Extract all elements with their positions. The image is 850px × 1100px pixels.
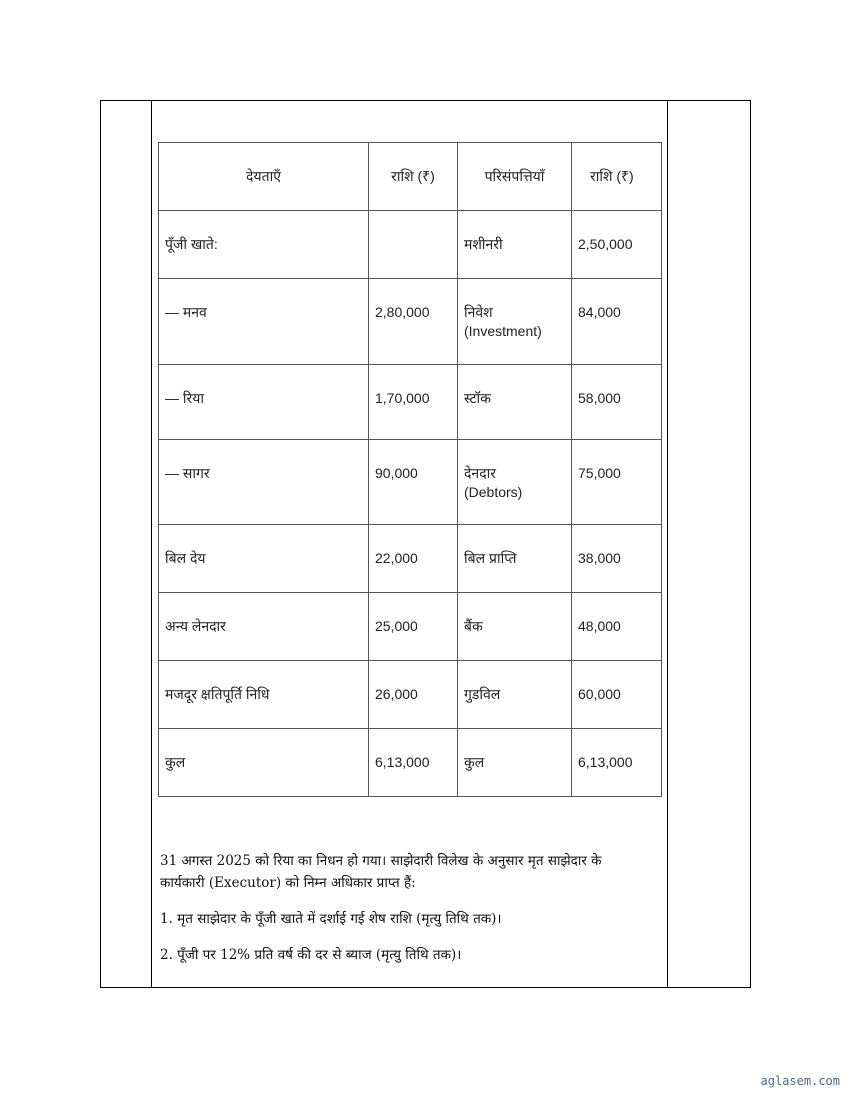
table-row [159, 593, 662, 661]
right-column-divider [667, 100, 668, 988]
asset-cell: गुडविल [458, 661, 572, 729]
asset-amount-cell: 75,000 [572, 440, 662, 525]
table-row [159, 211, 662, 279]
header-assets: परिसंपत्तियाँ [458, 143, 572, 211]
asset-cell: स्टॉक [458, 365, 572, 440]
table-row [159, 525, 662, 593]
table-row [159, 440, 662, 525]
asset-amount-cell: 60,000 [572, 661, 662, 729]
table-body [159, 211, 662, 797]
liability-cell: अन्य लेनदार [159, 593, 369, 661]
asset-cell: कुल [458, 729, 572, 797]
liability-cell: पूँजी खाते: [159, 211, 369, 279]
table-row [159, 365, 662, 440]
asset-cell: निवेश (Investment) [458, 279, 572, 365]
liability-amount-cell: 2,80,000 [369, 279, 458, 365]
liability-cell: कुल [159, 729, 369, 797]
watermark: aglasem.com [760, 1074, 840, 1088]
table-header-row [159, 143, 662, 211]
liability-amount-cell: 25,000 [369, 593, 458, 661]
asset-amount-cell: 38,000 [572, 525, 662, 593]
balance-sheet-table [158, 142, 662, 797]
entitlement-item-1: 1. मृत साझेदार के पूँजी खाते में दर्शाई गई शेष राशि (मृत्यु तिथि तक)। [160, 911, 502, 927]
liability-amount-cell: 6,13,000 [369, 729, 458, 797]
asset-amount-cell: 2,50,000 [572, 211, 662, 279]
left-column-divider [151, 100, 152, 988]
asset-amount-cell: 6,13,000 [572, 729, 662, 797]
liability-cell: बिल देय [159, 525, 369, 593]
asset-cell: बैंक [458, 593, 572, 661]
liability-amount-cell [369, 211, 458, 279]
liability-amount-cell: 1,70,000 [369, 365, 458, 440]
liability-amount-cell: 22,000 [369, 525, 458, 593]
asset-cell: देनदार (Debtors) [458, 440, 572, 525]
asset-amount-cell: 48,000 [572, 593, 662, 661]
header-amount-liabilities: राशि (₹) [369, 143, 458, 211]
liability-cell: — सागर [159, 440, 369, 525]
asset-cell: मशीनरी [458, 211, 572, 279]
liability-cell: — मनव [159, 279, 369, 365]
table-row [159, 729, 662, 797]
asset-cell: बिल प्राप्ति [458, 525, 572, 593]
liability-amount-cell: 90,000 [369, 440, 458, 525]
table-row [159, 279, 662, 365]
note-paragraph: 31 अगस्त 2025 को रिया का निधन हो गया। साझेदारी विलेख के अनुसार मृत साझेदार के कार्यकारी (Executor) को निम्न अधिकार प्राप्त हैं: [160, 853, 602, 891]
asset-amount-cell: 84,000 [572, 279, 662, 365]
header-liabilities: देयताएँ [159, 143, 369, 211]
entitlement-item-2: 2. पूँजी पर 12% प्रति वर्ष की दर से ब्याज (मृत्यु तिथि तक)। [160, 947, 462, 963]
liability-cell: मजदूर क्षतिपूर्ति निधि [159, 661, 369, 729]
asset-amount-cell: 58,000 [572, 365, 662, 440]
header-amount-assets: राशि (₹) [572, 143, 662, 211]
liability-cell: — रिया [159, 365, 369, 440]
liability-amount-cell: 26,000 [369, 661, 458, 729]
table-row [159, 661, 662, 729]
